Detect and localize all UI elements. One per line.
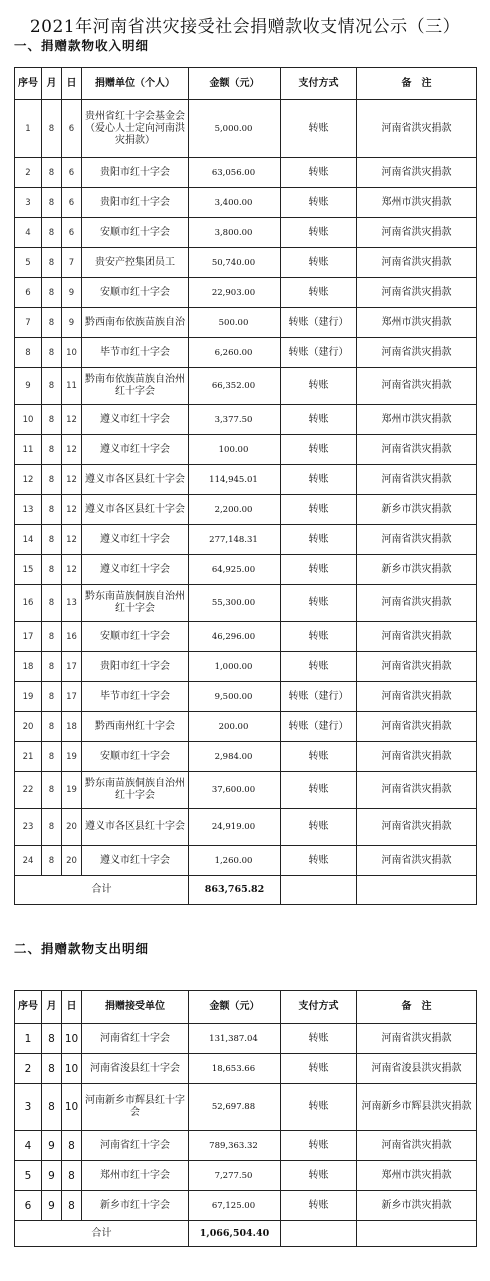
row-note: 郑州市洪灾捐款 — [357, 1161, 477, 1191]
row-donor: 毕节市红十字会 — [82, 338, 189, 368]
income-total-row — [15, 876, 477, 905]
row-month: 8 — [42, 555, 62, 585]
row-amount: 7,277.50 — [189, 1161, 281, 1191]
row-donor: 黔东南苗族侗族自治州红十字会 — [82, 772, 189, 809]
row-day: 12 — [62, 555, 82, 585]
table-row — [15, 1161, 477, 1191]
row-month: 8 — [42, 1084, 62, 1131]
table-row — [15, 742, 477, 772]
table-row — [15, 846, 477, 876]
table-row — [15, 622, 477, 652]
row-day: 17 — [62, 652, 82, 682]
row-amount: 277,148.31 — [189, 525, 281, 555]
row-amount: 67,125.00 — [189, 1191, 281, 1221]
row-note: 河南省洪灾捐款 — [357, 248, 477, 278]
header-month: 月 — [42, 991, 62, 1024]
row-payment: 转账（建行） — [281, 338, 357, 368]
header-payment: 支付方式 — [281, 991, 357, 1024]
table-row — [15, 1024, 477, 1054]
table-row — [15, 465, 477, 495]
table-row — [15, 368, 477, 405]
row-day: 12 — [62, 405, 82, 435]
row-payment: 转账（建行） — [281, 712, 357, 742]
row-donor: 贵州省红十字会基金会（爱心人士定向河南洪灾捐款） — [82, 100, 189, 158]
table-row — [15, 435, 477, 465]
row-month: 8 — [42, 495, 62, 525]
row-month: 8 — [42, 188, 62, 218]
row-donor: 贵安产控集团员工 — [82, 248, 189, 278]
row-index: 18 — [15, 652, 42, 682]
row-payment: 转账 — [281, 278, 357, 308]
row-index: 6 — [15, 278, 42, 308]
row-donor: 安顺市红十字会 — [82, 742, 189, 772]
row-day: 17 — [62, 682, 82, 712]
table-row — [15, 495, 477, 525]
row-note: 河南省洪灾捐款 — [357, 1131, 477, 1161]
row-amount: 50,740.00 — [189, 248, 281, 278]
row-index: 23 — [15, 809, 42, 846]
row-payment: 转账 — [281, 405, 357, 435]
row-payment: 转账 — [281, 772, 357, 809]
row-payment: 转账（建行） — [281, 682, 357, 712]
row-donor: 遵义市红十字会 — [82, 555, 189, 585]
row-amount: 24,919.00 — [189, 809, 281, 846]
row-month: 9 — [42, 1131, 62, 1161]
row-donor: 黔东南苗族侗族自治州红十字会 — [82, 585, 189, 622]
row-amount: 131,387.04 — [189, 1024, 281, 1054]
row-index: 2 — [15, 158, 42, 188]
row-note: 河南省浚县洪灾捐款 — [357, 1054, 477, 1084]
row-month: 8 — [42, 308, 62, 338]
row-note: 河南省洪灾捐款 — [357, 278, 477, 308]
row-donor: 遵义市红十字会 — [82, 435, 189, 465]
row-day: 6 — [62, 188, 82, 218]
income-total-amount: 863,765.82 — [189, 876, 281, 905]
row-amount: 5,000.00 — [189, 100, 281, 158]
table-row — [15, 712, 477, 742]
header-index: 序号 — [15, 68, 42, 100]
row-index: 13 — [15, 495, 42, 525]
row-index: 10 — [15, 405, 42, 435]
row-index: 17 — [15, 622, 42, 652]
row-index: 7 — [15, 308, 42, 338]
table-row — [15, 218, 477, 248]
row-donor: 遵义市红十字会 — [82, 846, 189, 876]
row-donor: 贵阳市红十字会 — [82, 652, 189, 682]
row-index: 15 — [15, 555, 42, 585]
row-month: 8 — [42, 435, 62, 465]
row-payment: 转账 — [281, 555, 357, 585]
header-note: 备 注 — [357, 991, 477, 1024]
row-recipient: 新乡市红十字会 — [82, 1191, 189, 1221]
row-index: 11 — [15, 435, 42, 465]
row-amount: 18,653.66 — [189, 1054, 281, 1084]
row-index: 5 — [15, 248, 42, 278]
row-month: 8 — [42, 525, 62, 555]
row-donor: 遵义市红十字会 — [82, 405, 189, 435]
row-payment: 转账 — [281, 1191, 357, 1221]
row-payment: 转账 — [281, 846, 357, 876]
header-payment: 支付方式 — [281, 68, 357, 100]
page-title: 2021年河南省洪灾接受社会捐赠款收支情况公示（三） — [29, 17, 461, 37]
row-index: 20 — [15, 712, 42, 742]
expense-table — [14, 990, 477, 1247]
row-index: 14 — [15, 525, 42, 555]
header-donor: 捐赠单位（个人） — [82, 68, 189, 100]
table-row — [15, 405, 477, 435]
row-note: 河南省洪灾捐款 — [357, 772, 477, 809]
row-payment: 转账 — [281, 495, 357, 525]
row-donor: 遵义市各区县红十字会 — [82, 809, 189, 846]
row-index: 2 — [15, 1054, 42, 1084]
row-day: 6 — [62, 158, 82, 188]
table-row — [15, 682, 477, 712]
row-index: 1 — [15, 1024, 42, 1054]
row-note: 河南省洪灾捐款 — [357, 809, 477, 846]
income-table — [14, 67, 477, 905]
header-index: 序号 — [15, 991, 42, 1024]
row-payment: 转账 — [281, 435, 357, 465]
row-month: 8 — [42, 742, 62, 772]
table-row — [15, 338, 477, 368]
row-amount: 55,300.00 — [189, 585, 281, 622]
row-note: 河南省洪灾捐款 — [357, 585, 477, 622]
row-note: 河南省洪灾捐款 — [357, 368, 477, 405]
table-row — [15, 585, 477, 622]
row-note: 河南省洪灾捐款 — [357, 158, 477, 188]
row-index: 4 — [15, 1131, 42, 1161]
row-month: 8 — [42, 1024, 62, 1054]
row-note: 河南省洪灾捐款 — [357, 712, 477, 742]
table-row — [15, 652, 477, 682]
header-month: 月 — [42, 68, 62, 100]
row-month: 9 — [42, 1161, 62, 1191]
row-amount: 114,945.01 — [189, 465, 281, 495]
row-index: 24 — [15, 846, 42, 876]
row-amount: 3,377.50 — [189, 405, 281, 435]
row-index: 12 — [15, 465, 42, 495]
row-note: 河南省洪灾捐款 — [357, 100, 477, 158]
row-month: 8 — [42, 772, 62, 809]
row-index: 3 — [15, 188, 42, 218]
header-day: 日 — [62, 68, 82, 100]
row-month: 8 — [42, 809, 62, 846]
row-recipient: 河南省红十字会 — [82, 1131, 189, 1161]
row-amount: 3,800.00 — [189, 218, 281, 248]
table-row — [15, 100, 477, 158]
row-note: 新乡市洪灾捐款 — [357, 1191, 477, 1221]
row-payment: 转账 — [281, 188, 357, 218]
expense-header-row — [15, 991, 477, 1024]
row-day: 12 — [62, 525, 82, 555]
row-index: 22 — [15, 772, 42, 809]
row-day: 19 — [62, 772, 82, 809]
row-note: 河南省洪灾捐款 — [357, 465, 477, 495]
row-month: 8 — [42, 158, 62, 188]
table-row — [15, 248, 477, 278]
row-donor: 贵阳市红十字会 — [82, 158, 189, 188]
row-note: 河南省洪灾捐款 — [357, 338, 477, 368]
row-day: 10 — [62, 1024, 82, 1054]
row-recipient: 河南省红十字会 — [82, 1024, 189, 1054]
row-index: 3 — [15, 1084, 42, 1131]
row-payment: 转账 — [281, 368, 357, 405]
row-index: 4 — [15, 218, 42, 248]
expense-total-row — [15, 1221, 477, 1247]
row-donor: 遵义市各区县红十字会 — [82, 465, 189, 495]
row-month: 9 — [42, 1191, 62, 1221]
row-payment: 转账 — [281, 1084, 357, 1131]
table-row — [15, 278, 477, 308]
row-day: 8 — [62, 1161, 82, 1191]
row-day: 7 — [62, 248, 82, 278]
row-note: 河南省洪灾捐款 — [357, 218, 477, 248]
row-day: 9 — [62, 308, 82, 338]
row-note: 河南省洪灾捐款 — [357, 435, 477, 465]
row-note: 郑州市洪灾捐款 — [357, 405, 477, 435]
row-amount: 37,600.00 — [189, 772, 281, 809]
header-day: 日 — [62, 991, 82, 1024]
row-day: 20 — [62, 846, 82, 876]
row-day: 13 — [62, 585, 82, 622]
row-amount: 6,260.00 — [189, 338, 281, 368]
expense-total-label: 合计 — [15, 1221, 189, 1247]
row-index: 21 — [15, 742, 42, 772]
row-amount: 1,000.00 — [189, 652, 281, 682]
table-row — [15, 772, 477, 809]
row-note: 河南省洪灾捐款 — [357, 742, 477, 772]
row-amount: 52,697.88 — [189, 1084, 281, 1131]
row-note: 河南省洪灾捐款 — [357, 682, 477, 712]
row-amount: 2,200.00 — [189, 495, 281, 525]
row-payment: 转账 — [281, 158, 357, 188]
table-row — [15, 1131, 477, 1161]
table-row — [15, 1054, 477, 1084]
row-day: 11 — [62, 368, 82, 405]
row-month: 8 — [42, 218, 62, 248]
row-day: 20 — [62, 809, 82, 846]
row-day: 10 — [62, 338, 82, 368]
row-note: 河南新乡市辉县洪灾捐款 — [357, 1084, 477, 1131]
row-payment: 转账 — [281, 100, 357, 158]
row-payment: 转账 — [281, 1161, 357, 1191]
row-donor: 安顺市红十字会 — [82, 218, 189, 248]
expense-total-empty-pay — [281, 1221, 357, 1247]
row-index: 19 — [15, 682, 42, 712]
row-month: 8 — [42, 405, 62, 435]
table-row — [15, 525, 477, 555]
table-row — [15, 188, 477, 218]
row-month: 8 — [42, 465, 62, 495]
row-day: 12 — [62, 465, 82, 495]
table-row — [15, 1084, 477, 1131]
row-payment: 转账 — [281, 622, 357, 652]
row-payment: 转账 — [281, 585, 357, 622]
row-note: 河南省洪灾捐款 — [357, 846, 477, 876]
row-note: 新乡市洪灾捐款 — [357, 555, 477, 585]
row-index: 5 — [15, 1161, 42, 1191]
row-amount: 500.00 — [189, 308, 281, 338]
row-amount: 1,260.00 — [189, 846, 281, 876]
row-payment: 转账 — [281, 1054, 357, 1084]
row-index: 1 — [15, 100, 42, 158]
row-day: 12 — [62, 435, 82, 465]
income-total-label: 合计 — [15, 876, 189, 905]
row-month: 8 — [42, 712, 62, 742]
row-amount: 22,903.00 — [189, 278, 281, 308]
row-day: 6 — [62, 100, 82, 158]
row-donor: 贵阳市红十字会 — [82, 188, 189, 218]
row-note: 河南省洪灾捐款 — [357, 525, 477, 555]
row-amount: 46,296.00 — [189, 622, 281, 652]
row-payment: 转账 — [281, 525, 357, 555]
row-amount: 64,925.00 — [189, 555, 281, 585]
expense-section-heading: 二、捐赠款物支出明细 — [14, 941, 150, 956]
table-row — [15, 308, 477, 338]
row-note: 新乡市洪灾捐款 — [357, 495, 477, 525]
row-day: 18 — [62, 712, 82, 742]
row-month: 8 — [42, 338, 62, 368]
row-month: 8 — [42, 622, 62, 652]
row-index: 16 — [15, 585, 42, 622]
row-donor: 黔南布依族苗族自治州红十字会 — [82, 368, 189, 405]
row-payment: 转账 — [281, 742, 357, 772]
row-payment: 转账 — [281, 652, 357, 682]
row-payment: 转账 — [281, 809, 357, 846]
row-day: 10 — [62, 1054, 82, 1084]
row-amount: 3,400.00 — [189, 188, 281, 218]
row-amount: 66,352.00 — [189, 368, 281, 405]
row-day: 8 — [62, 1131, 82, 1161]
row-donor: 毕节市红十字会 — [82, 682, 189, 712]
table-row — [15, 809, 477, 846]
header-amount: 金额（元） — [189, 68, 281, 100]
row-payment: 转账 — [281, 1024, 357, 1054]
row-index: 8 — [15, 338, 42, 368]
row-index: 6 — [15, 1191, 42, 1221]
row-amount: 100.00 — [189, 435, 281, 465]
row-payment: 转账 — [281, 248, 357, 278]
income-header-row — [15, 68, 477, 100]
row-amount: 2,984.00 — [189, 742, 281, 772]
row-day: 8 — [62, 1191, 82, 1221]
row-recipient: 河南新乡市辉县红十字会 — [82, 1084, 189, 1131]
row-month: 8 — [42, 248, 62, 278]
header-recipient: 捐赠接受单位 — [82, 991, 189, 1024]
income-total-empty-pay — [281, 876, 357, 905]
row-payment: 转账 — [281, 465, 357, 495]
expense-total-amount: 1,066,504.40 — [189, 1221, 281, 1247]
row-day: 12 — [62, 495, 82, 525]
row-index: 9 — [15, 368, 42, 405]
row-month: 8 — [42, 846, 62, 876]
income-section-heading: 一、捐赠款物收入明细 — [14, 38, 150, 53]
row-note: 郑州市洪灾捐款 — [357, 188, 477, 218]
row-donor: 安顺市红十字会 — [82, 622, 189, 652]
row-amount: 63,056.00 — [189, 158, 281, 188]
income-total-empty-note — [357, 876, 477, 905]
row-recipient: 郑州市红十字会 — [82, 1161, 189, 1191]
row-month: 8 — [42, 1054, 62, 1084]
row-payment: 转账 — [281, 1131, 357, 1161]
row-amount: 200.00 — [189, 712, 281, 742]
row-month: 8 — [42, 100, 62, 158]
row-donor: 黔西南布依族苗族自治 — [82, 308, 189, 338]
row-note: 河南省洪灾捐款 — [357, 622, 477, 652]
row-note: 河南省洪灾捐款 — [357, 652, 477, 682]
row-amount: 789,363.32 — [189, 1131, 281, 1161]
row-note: 河南省洪灾捐款 — [357, 1024, 477, 1054]
row-donor: 遵义市红十字会 — [82, 525, 189, 555]
row-day: 10 — [62, 1084, 82, 1131]
row-donor: 安顺市红十字会 — [82, 278, 189, 308]
row-month: 8 — [42, 368, 62, 405]
row-recipient: 河南省浚县红十字会 — [82, 1054, 189, 1084]
header-note: 备 注 — [357, 68, 477, 100]
header-amount: 金额（元） — [189, 991, 281, 1024]
row-donor: 遵义市各区县红十字会 — [82, 495, 189, 525]
row-day: 6 — [62, 218, 82, 248]
table-row — [15, 1191, 477, 1221]
row-amount: 9,500.00 — [189, 682, 281, 712]
expense-total-empty-note — [357, 1221, 477, 1247]
row-day: 16 — [62, 622, 82, 652]
row-day: 9 — [62, 278, 82, 308]
row-day: 19 — [62, 742, 82, 772]
table-row — [15, 555, 477, 585]
row-month: 8 — [42, 682, 62, 712]
row-month: 8 — [42, 652, 62, 682]
row-payment: 转账 — [281, 218, 357, 248]
row-month: 8 — [42, 585, 62, 622]
row-donor: 黔西南州红十字会 — [82, 712, 189, 742]
table-row — [15, 158, 477, 188]
row-note: 郑州市洪灾捐款 — [357, 308, 477, 338]
row-month: 8 — [42, 278, 62, 308]
row-payment: 转账（建行） — [281, 308, 357, 338]
